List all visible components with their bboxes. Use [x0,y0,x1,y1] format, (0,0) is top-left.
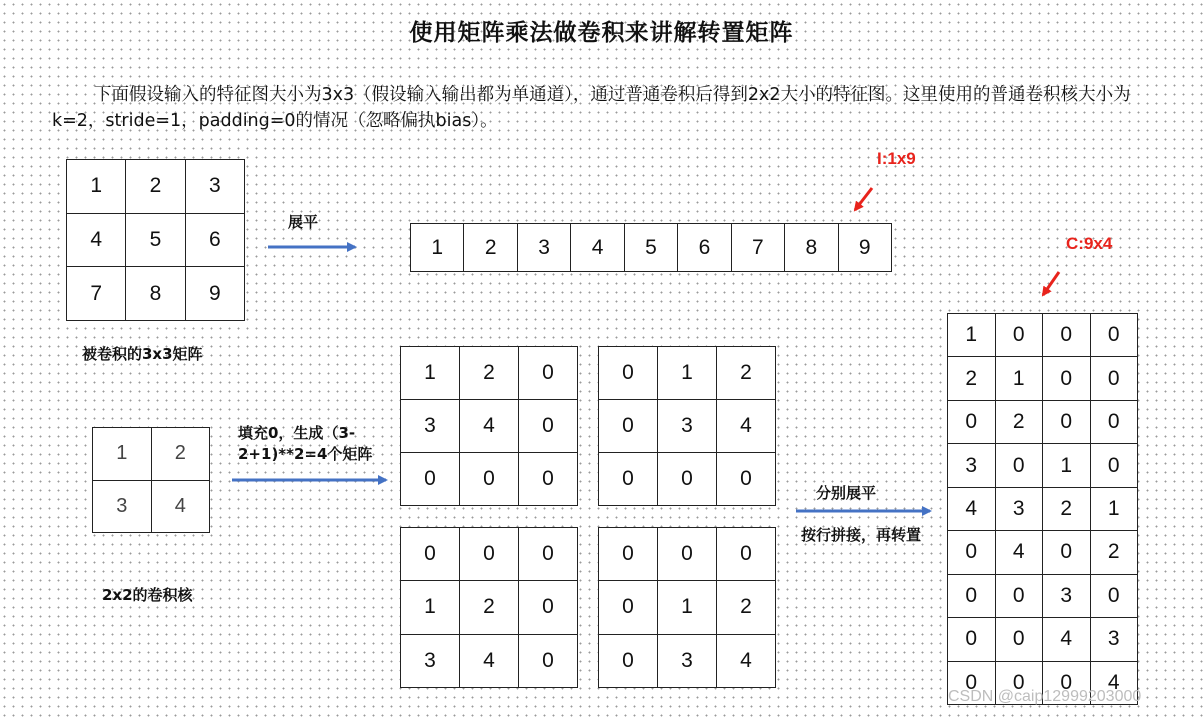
matrix-cell: 0 [1090,444,1138,487]
matrix-cell: 0 [460,528,519,581]
matrix-cell: 2 [995,400,1043,443]
matrix-cell: 2 [460,581,519,634]
matrix-cell: 1 [658,347,717,400]
matrix-cell: 2 [948,357,996,400]
matrix-cell: 3 [93,480,152,533]
intro-paragraph: 下面假设输入的特征图大小为3x3（假设输入输出都为单通道），通过普通卷积后得到2x2大小的特征图。这里使用的普通卷积核大小为k=2，stride=1，padding=0的情况（忽略偏执bias）。 [52,85,1131,131]
matrix-cell: 2 [1090,531,1138,574]
matrix-cell: 1 [401,581,460,634]
kernel-caption: 2x2的卷积核 [102,586,193,604]
matrix-cell: 0 [599,634,658,687]
flattened-pointer-arrow [855,188,872,210]
result-label: C:9x4 [1066,234,1113,253]
matrix-cell: 4 [460,634,519,687]
flattened-label: I:1x9 [877,149,916,168]
matrix-cell: 0 [599,347,658,400]
matrix-cell: 0 [658,528,717,581]
matrix-cell: 0 [1043,661,1091,705]
matrix-cell: 1 [995,357,1043,400]
matrix-cell: 2 [464,224,517,272]
matrix-cell: 0 [519,347,578,400]
matrix-cell: 8 [785,224,838,272]
matrix-cell: 3 [517,224,570,272]
matrix-cell: 5 [126,213,185,267]
matrix-cell: 3 [185,160,244,214]
watermark: CSDN @caip12999203000 [948,688,1142,705]
matrix-cell: 3 [401,634,460,687]
matrix-cell: 0 [658,453,717,506]
matrix-cell: 1 [1090,487,1138,530]
matrix-cell: 0 [948,531,996,574]
matrix-cell: 1 [411,224,464,272]
matrix-cell: 9 [838,224,892,272]
matrix-cell: 4 [995,531,1043,574]
result-pointer-arrow [1043,272,1059,295]
matrix-cell: 0 [717,528,776,581]
matrix-cell: 0 [995,618,1043,661]
matrix-cell: 4 [1043,618,1091,661]
matrix-cell: 0 [599,528,658,581]
matrix-cell: 0 [948,400,996,443]
matrix-cell: 1 [948,314,996,357]
separate-flatten-label: 分别展平 [816,484,877,502]
matrix-cell: 0 [1043,531,1091,574]
matrix-cell: 3 [1090,618,1138,661]
matrix-cell: 3 [1043,574,1091,617]
matrix-cell: 2 [1043,487,1091,530]
matrix-cell: 0 [460,453,519,506]
matrix-cell: 0 [1090,357,1138,400]
matrix-cell: 0 [995,314,1043,357]
matrix-cell: 7 [731,224,784,272]
padding-label: 填充0，生成（3-2+1)**2=4个矩阵 [238,424,373,463]
matrix-cell: 5 [624,224,677,272]
matrix-cell: 0 [519,453,578,506]
matrix-cell: 0 [519,634,578,687]
matrix-cell: 0 [995,661,1043,705]
matrix-cell: 0 [519,581,578,634]
matrix-cell: 9 [185,267,244,321]
input-matrix-caption: 被卷积的3x3矩阵 [82,345,203,363]
matrix-cell: 0 [1090,314,1138,357]
matrix-cell: 0 [599,581,658,634]
matrix-cell: 0 [1090,574,1138,617]
matrix-cell: 4 [717,634,776,687]
matrix-cell: 4 [948,487,996,530]
matrix-cell: 1 [658,581,717,634]
matrix-cell: 3 [995,487,1043,530]
matrix-cell: 7 [67,267,126,321]
matrix-cell: 1 [67,160,126,214]
matrix-cell: 1 [1043,444,1091,487]
matrix-cell: 6 [678,224,731,272]
matrix-cell: 4 [571,224,624,272]
matrix-cell: 3 [401,400,460,453]
matrix-cell: 0 [599,453,658,506]
matrix-cell: 0 [948,618,996,661]
matrix-cell: 6 [185,213,244,267]
matrix-cell: 0 [995,444,1043,487]
matrix-cell: 3 [658,634,717,687]
matrix-cell: 2 [151,428,210,481]
matrix-cell: 0 [717,453,776,506]
matrix-cell: 0 [401,453,460,506]
matrix-cell: 3 [948,444,996,487]
matrix-cell: 4 [460,400,519,453]
matrix-cell: 0 [1043,357,1091,400]
matrix-cell: 2 [717,581,776,634]
matrix-cell: 0 [995,574,1043,617]
matrix-cell: 0 [1043,400,1091,443]
matrix-cell: 0 [599,400,658,453]
matrix-cell: 1 [93,428,152,481]
matrix-cell: 4 [67,213,126,267]
matrix-cell: 2 [126,160,185,214]
matrix-cell: 0 [948,574,996,617]
matrix-cell: 4 [1090,661,1138,705]
concat-label: 按行拼接，再转置 [801,526,922,544]
matrix-cell: 4 [151,480,210,533]
matrix-cell: 3 [658,400,717,453]
matrix-cell: 2 [717,347,776,400]
diagram-title: 使用矩阵乘法做卷积来讲解转置矩阵 [409,20,794,46]
matrix-cell: 4 [717,400,776,453]
matrix-cell: 0 [519,400,578,453]
matrix-cell: 0 [1090,400,1138,443]
matrix-cell: 0 [401,528,460,581]
matrix-cell: 0 [519,528,578,581]
flatten-label: 展平 [288,213,319,231]
matrix-cell: 0 [948,661,996,705]
matrix-cell: 8 [126,267,185,321]
matrix-cell: 1 [401,347,460,400]
matrix-cell: 2 [460,347,519,400]
matrix-cell: 0 [1043,314,1091,357]
